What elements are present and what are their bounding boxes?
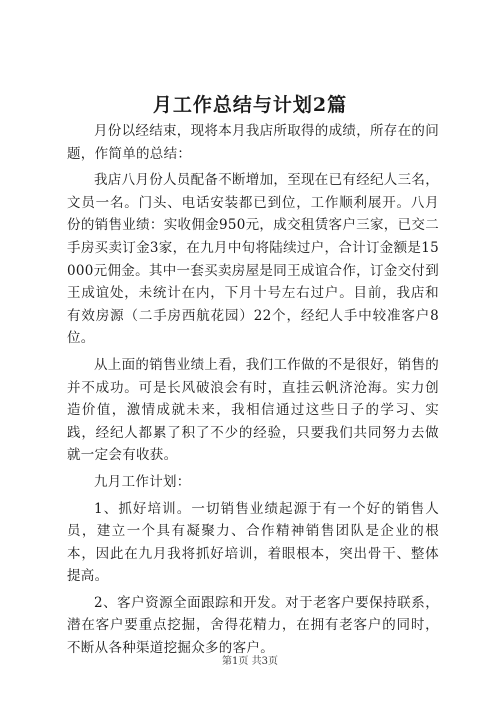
paragraph-plan-customers: 2、客户资源全面跟踪和开发。对于老客户要保持联系，潜在客户要重点挖掘，舍得花精力，在拥有老客户的同时，不断从各种渠道挖掘众多的客户。 [67, 594, 439, 657]
paragraph-intro: 月份以经结束，现将本月我店所取得的成绩，所存在的问题，作简单的总结： [67, 123, 439, 162]
document-body [67, 120, 439, 664]
paragraph-analysis: 从上面的销售业绩上看，我们工作做的不是很好，销售的并不成功。可是长风破浪会有时，直挂云帆济沧海。实力创造价值，激情成就未来，我相信通过这些日子的学习、实践，经纪人都累了积了不少的经验，只要我们共同努力去做就一定会有收获。 [67, 356, 439, 464]
paragraph-august-summary: 我店八月份人员配备不断增加，至现在已有经纪人三名，文员一名。门头、电话安装都已到位，工作顺利展开。八月份的销售业绩：实收佣金950元，成交租赁客户三家，已交二手房买卖订金3家，在九月中旬将陆续过户，合计订金额是15000元佣金。其中一套买卖房屋是同王成谊合作，订金交付到王成谊处，未统计在内，下月十号左右过户。目前，我店和有效房源（二手房西航花园）22个，经纪人手中较准客户8位。 [67, 172, 439, 347]
paragraph-plan-training: 1、抓好培训。一切销售业绩起源于有一个好的销售人员，建立一个具有凝聚力、合作精神销售团队是企业的根本，因此在九月我将抓好培训，着眼根本，突出骨干、整体提高。 [67, 500, 439, 585]
paragraph-september-plan-heading: 九月工作计划： [94, 473, 191, 490]
document-title: 月工作总结与计划2篇 [152, 94, 348, 116]
page-footer: 第1页 共3页 [222, 656, 278, 667]
